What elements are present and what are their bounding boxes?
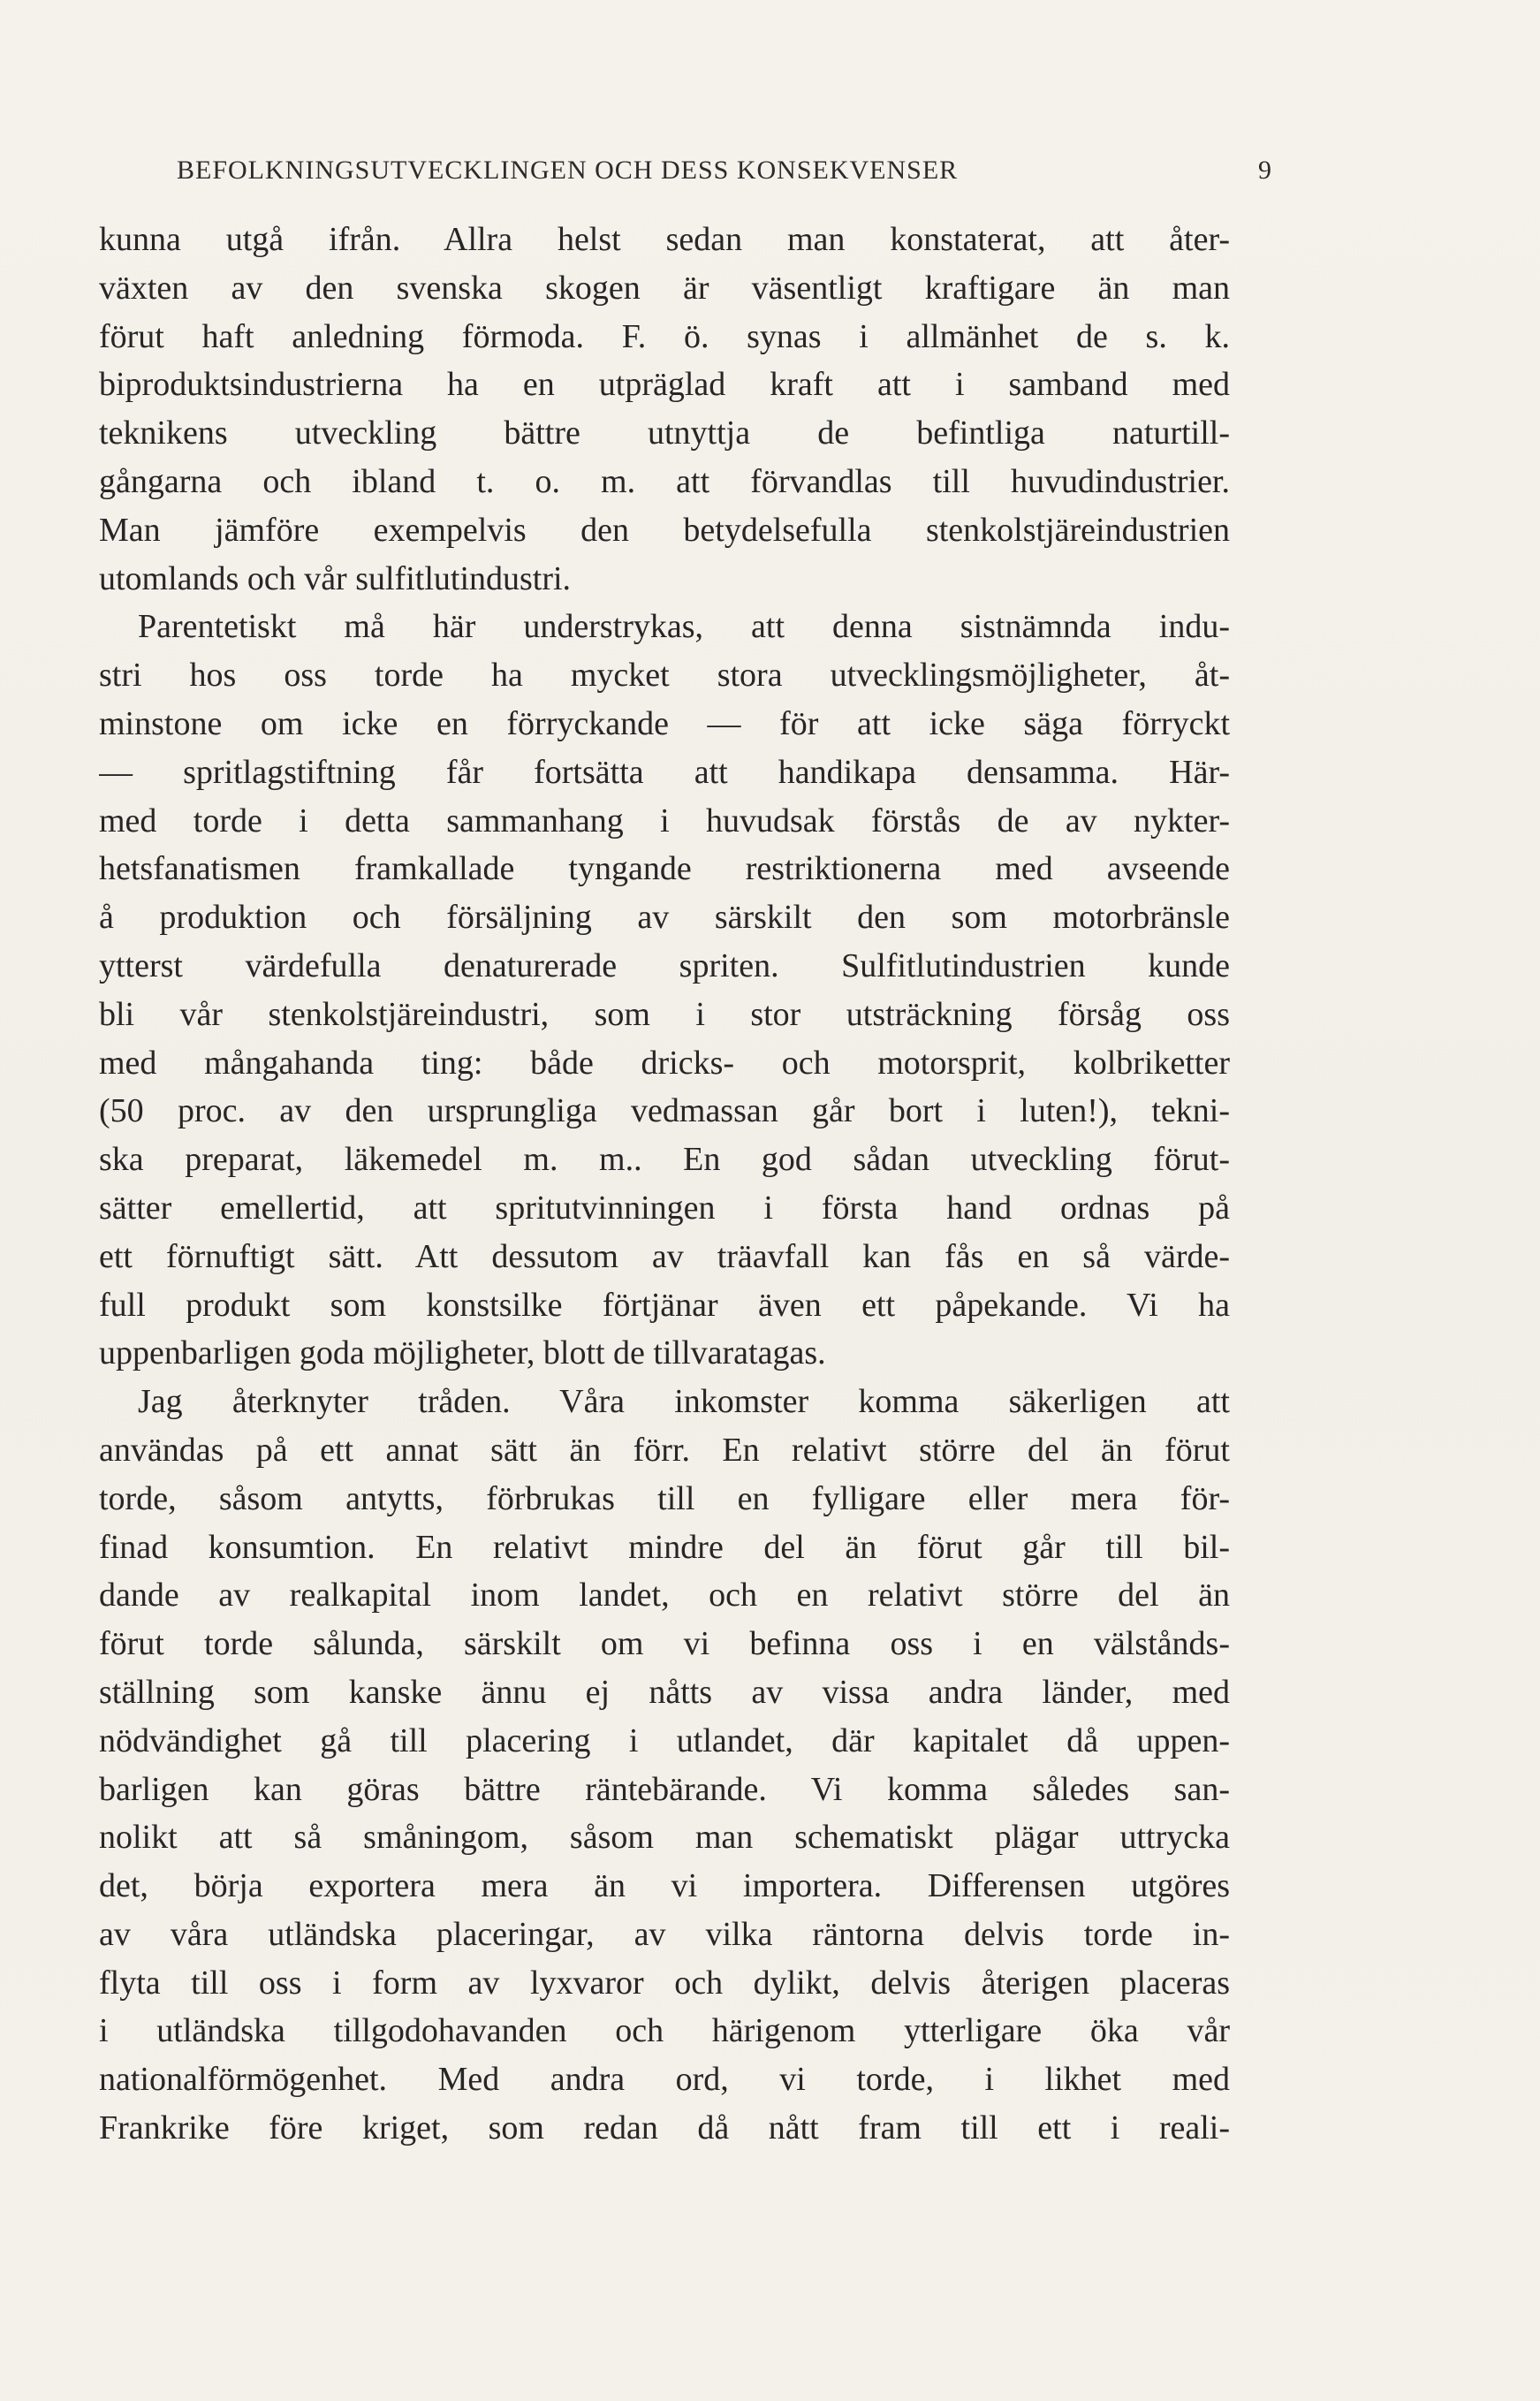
text-line: biproduktsindustrierna ha en utpräglad kraft att i samband med	[99, 366, 1230, 404]
text-line: med torde i detta sammanhang i huvudsak förstås de av nykter-	[99, 802, 1230, 840]
text-line: dande av realkapital inom landet, och en relativt större del än	[99, 1577, 1230, 1615]
text-line: Man jämföre exempelvis den betydelsefulla stenkolstjäreindustrien	[99, 511, 1230, 549]
text-line: finad konsumtion. En relativt mindre del än förut går till bil-	[99, 1528, 1230, 1566]
text-line: — spritlagstiftning får fortsätta att handikapa densamma. Här-	[99, 753, 1230, 791]
text-line: Jag återknyter tråden. Våra inkomster komma säkerligen att	[138, 1383, 1230, 1421]
text-line: ställning som kanske ännu ej nåtts av vissa andra länder, med	[99, 1673, 1230, 1711]
text-line: ska preparat, läkemedel m. m.. En god sådan utveckling förut-	[99, 1141, 1230, 1179]
text-line: ett förnuftigt sätt. Att dessutom av träavfall kan fås en så värde-	[99, 1237, 1230, 1275]
text-line: nolikt att så småningom, såsom man schematiskt plägar uttrycka	[99, 1819, 1230, 1857]
text-line: uppenbarligen goda möjligheter, blott de tillvaratagas.	[99, 1334, 826, 1372]
text-line: i utländska tillgodohavanden och härigenom ytterligare öka vår	[99, 2012, 1230, 2050]
text-line: förut haft anledning förmoda. F. ö. synas i allmänhet de s. k.	[99, 317, 1230, 355]
text-line: hetsfanatismen framkallade tyngande restriktionerna med avseende	[99, 850, 1230, 888]
text-line: barligen kan göras bättre räntebärande. Vi komma således san-	[99, 1770, 1230, 1808]
text-line: minstone om icke en förryckande — för att icke säga förryckt	[99, 704, 1230, 742]
text-line: å produktion och försäljning av särskilt den som motorbränsle	[99, 899, 1230, 937]
text-line: Frankrike före kriget, som redan då nått fram till ett i reali-	[99, 2109, 1230, 2147]
text-line: det, börja exportera mera än vi importera. Differensen utgöres	[99, 1867, 1230, 1905]
body-text	[99, 216, 1230, 2153]
text-line: ytterst värdefulla denaturerade spriten. Sulfitlutindustrien kunde	[99, 946, 1230, 984]
text-line: användas på ett annat sätt än förr. En relativt större del än förut	[99, 1431, 1230, 1469]
text-line: kunna utgå ifrån. Allra helst sedan man konstaterat, att åter-	[99, 221, 1230, 258]
text-line: teknikens utveckling bättre utnyttja de befintliga naturtill-	[99, 414, 1230, 452]
page-header	[177, 156, 1272, 198]
text-line: nödvändighet gå till placering i utlandet, där kapitalet då uppen-	[99, 1721, 1230, 1759]
text-line: torde, såsom antytts, förbrukas till en fylligare eller mera för-	[99, 1479, 1230, 1517]
text-line: sätter emellertid, att spritutvinningen i första hand ordnas på	[99, 1189, 1230, 1227]
text-line: gångarna och ibland t. o. m. att förvandlas till huvudindustrier.	[99, 462, 1230, 500]
running-title: BEFOLKNINGSUTVECKLINGEN OCH DESS KONSEKVENSER	[177, 156, 959, 185]
text-line: Parentetiskt må här understrykas, att denna sistnämnda indu-	[138, 608, 1230, 646]
text-line: förut torde sålunda, särskilt om vi befinna oss i en välstånds-	[99, 1625, 1230, 1663]
text-line: växten av den svenska skogen är väsentligt kraftigare än man	[99, 269, 1230, 307]
text-line: flyta till oss i form av lyxvaror och dylikt, delvis återigen placeras	[99, 1964, 1230, 2002]
text-line: med mångahanda ting: både dricks- och motorsprit, kolbriketter	[99, 1044, 1230, 1082]
text-line: utomlands och vår sulfitlutindustri.	[99, 559, 572, 597]
text-line: (50 proc. av den ursprungliga vedmassan går bort i luten!), tekni-	[99, 1092, 1230, 1130]
text-line: nationalförmögenhet. Med andra ord, vi torde, i likhet med	[99, 2061, 1230, 2099]
text-line: full produkt som konstsilke förtjänar även ett påpekande. Vi ha	[99, 1286, 1230, 1324]
page-number: 9	[1258, 156, 1272, 185]
text-line: bli vår stenkolstjäreindustri, som i stor utsträckning försåg oss	[99, 995, 1230, 1033]
text-line: stri hos oss torde ha mycket stora utvecklingsmöjligheter, åt-	[99, 657, 1230, 695]
text-line: av våra utländska placeringar, av vilka räntorna delvis torde in-	[99, 1915, 1230, 1953]
